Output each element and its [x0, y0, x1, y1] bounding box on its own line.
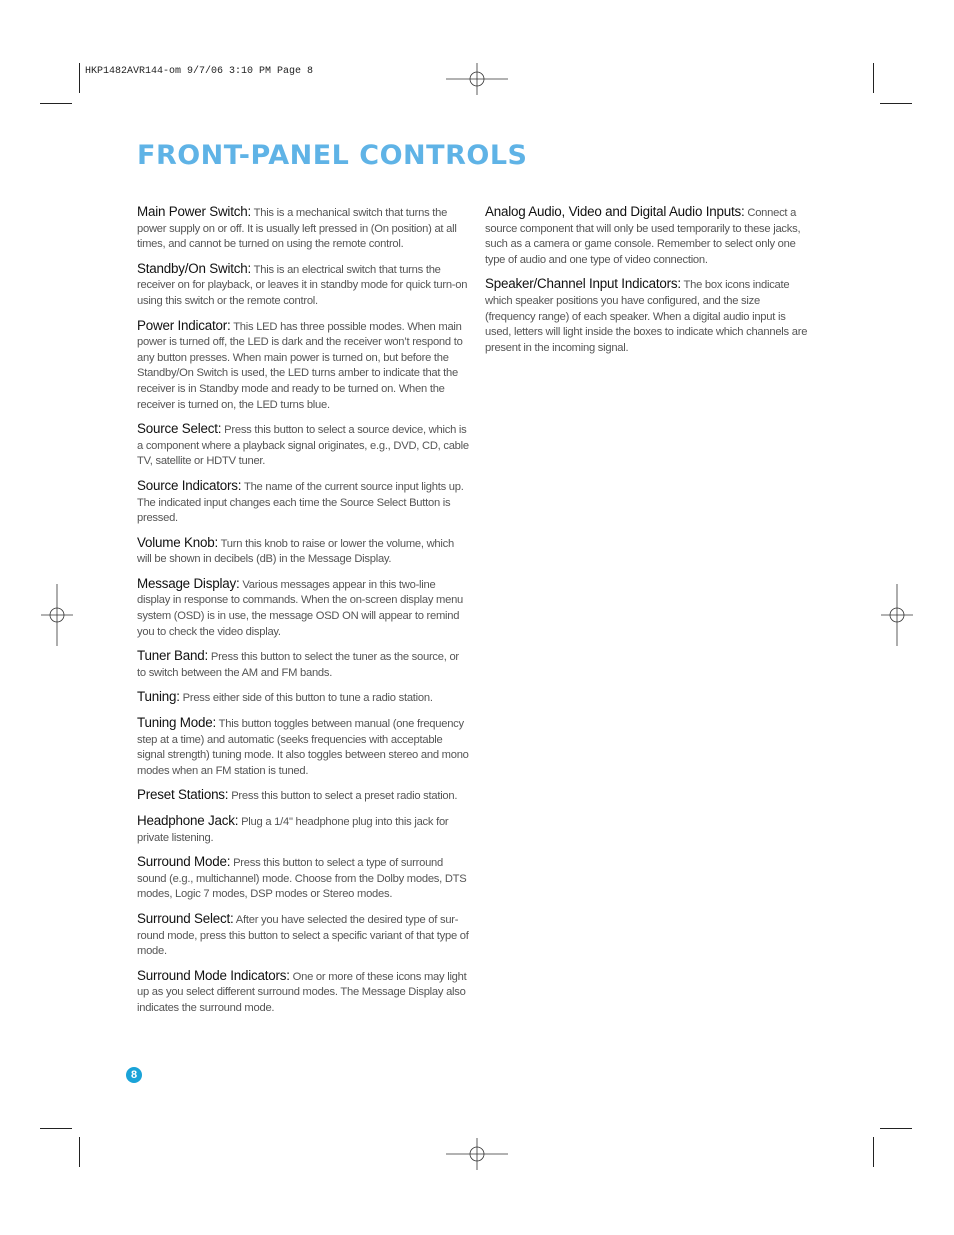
page-title: FRONT-PANEL CONTROLS: [137, 140, 528, 171]
control-term: Message Display:: [137, 575, 240, 591]
control-entry: [137, 911, 469, 960]
control-entry: [137, 318, 469, 414]
control-term: Source Select:: [137, 421, 222, 437]
control-description: Press either side of this button to tune a radio station.: [182, 692, 433, 705]
control-term: Tuning Mode:: [137, 715, 216, 731]
control-description: Press this button to select a preset radio station.: [231, 790, 458, 803]
control-description: Turn this knob to raise or lower the volume, which will be shown in decibels (dB) in the Message Display.: [137, 537, 454, 566]
control-description: After you have selected the desired type of sur- round mode, press this button to select a specific variant of that type of mode.: [137, 913, 469, 958]
control-description: Press this button to select the tuner as the source, or to switch between the AM and FM bands.: [137, 651, 459, 679]
page-number-badge: 8: [126, 1067, 142, 1083]
control-entry: [137, 535, 469, 568]
control-term: Standby/On Switch:: [137, 260, 251, 276]
control-entry: [137, 421, 469, 470]
control-description: This LED has three possible modes. When main power is turned off, the LED is dark and the receiver won’t respond to any button presses. When main power is turned on, but before the Standby/On Switch is used, the LED turns amber to indicate that the receiver is in Standby mode and ready to be turned on. When the receiver is turned on, the LED turns blue.: [137, 320, 463, 411]
control-entry: [137, 261, 469, 310]
control-entry: [137, 715, 469, 779]
crop-mark: [79, 1137, 80, 1167]
crop-mark: [873, 63, 874, 93]
control-entry: [485, 276, 813, 356]
control-term: Analog Audio, Video and Digital Audio Inputs:: [485, 204, 745, 219]
control-term: Speaker/Channel Input Indicators:: [485, 276, 681, 292]
control-term: Main Power Switch:: [137, 204, 251, 219]
control-term: Preset Stations:: [137, 787, 229, 803]
control-entry: [137, 576, 469, 640]
control-description: Press this button to select a type of surround sound (e.g., multichannel) mode. Choose from the Dolby modes, DTS modes, Logic 7 modes, DSP modes or Stereo modes.: [137, 857, 467, 901]
control-term: Surround Mode Indicators:: [137, 967, 290, 983]
control-entry: [137, 648, 469, 681]
control-description: The name of the current source input lights up. The indicated input changes each time the Source Select Button is pressed.: [137, 480, 464, 525]
control-entry: [137, 968, 469, 1017]
control-description: Press this button to select a source device, which is a component where a playback signal originates, e.g., DVD, CD, cable TV, satellite or HDTV tuner.: [137, 424, 469, 468]
control-entry: [485, 204, 813, 268]
control-description: Various messages appear in this two-line display in response to commands. When the on-screen display menu system (OSD) is in use, the message OSD ON will appear to remind you to check the video display.: [137, 578, 464, 638]
control-entry: [137, 204, 469, 253]
control-term: Source Indicators:: [137, 477, 242, 493]
control-term: Headphone Jack:: [137, 813, 239, 828]
crop-mark: [880, 103, 912, 104]
control-description: This is an electrical switch that turns the receiver on for playback, or leaves it in standby mode for quick turn-on using this switch or the remote control.: [137, 263, 468, 307]
control-entry: [137, 854, 469, 903]
crop-mark: [873, 1137, 874, 1167]
control-term: Volume Knob:: [137, 534, 218, 550]
control-term: Tuner Band:: [137, 648, 208, 664]
control-description: Connect a source component that will only be used temporarily to these jacks, such as a camera or game console. Remember to select only one type of audio and one type of video connection.: [485, 207, 801, 266]
control-entry: [137, 689, 469, 707]
control-description: One or more of these icons may light up as you select different surround modes. The Message Display also indicates the surround mode.: [137, 970, 467, 1014]
crop-mark: [79, 63, 80, 93]
control-term: Tuning:: [137, 689, 180, 705]
control-term: Surround Select:: [137, 910, 234, 926]
registration-mark-icon: [446, 63, 508, 95]
registration-mark-icon: [446, 1138, 508, 1170]
crop-mark: [40, 1128, 72, 1129]
registration-mark-icon: [41, 584, 73, 646]
crop-mark: [880, 1128, 912, 1129]
registration-mark-icon: [881, 584, 913, 646]
control-term: Power Indicator:: [137, 317, 231, 333]
crop-mark: [40, 103, 72, 104]
control-entry: [137, 787, 469, 805]
control-term: Surround Mode:: [137, 854, 231, 870]
control-description: This button toggles between manual (one frequency step at a time) and automatic (seeks frequencies with acceptable signal strength) tuning mode. It also toggles between stereo and mono modes when an FM station is tuned.: [137, 718, 469, 777]
print-slug: HKP1482AVR144-om 9/7/06 3:10 PM Page 8: [85, 66, 314, 77]
control-description: Plug a 1/4" headphone plug into this jack for private listening.: [137, 816, 449, 844]
control-description: This is a mechanical switch that turns the power supply on or off. It is usually left pressed in (On position) at all times, and cannot be turned on using the remote control.: [137, 207, 457, 251]
control-entry: [137, 478, 469, 527]
right-column: [485, 204, 813, 364]
control-entry: [137, 813, 469, 846]
left-column: [137, 204, 469, 1025]
control-description: The box icons indicate which speaker positions you have configured, and the size (frequency range) of each speaker. When a digital audio input is used, letters will light inside the boxes to indicate which channels are present in the incoming signal.: [485, 279, 808, 354]
